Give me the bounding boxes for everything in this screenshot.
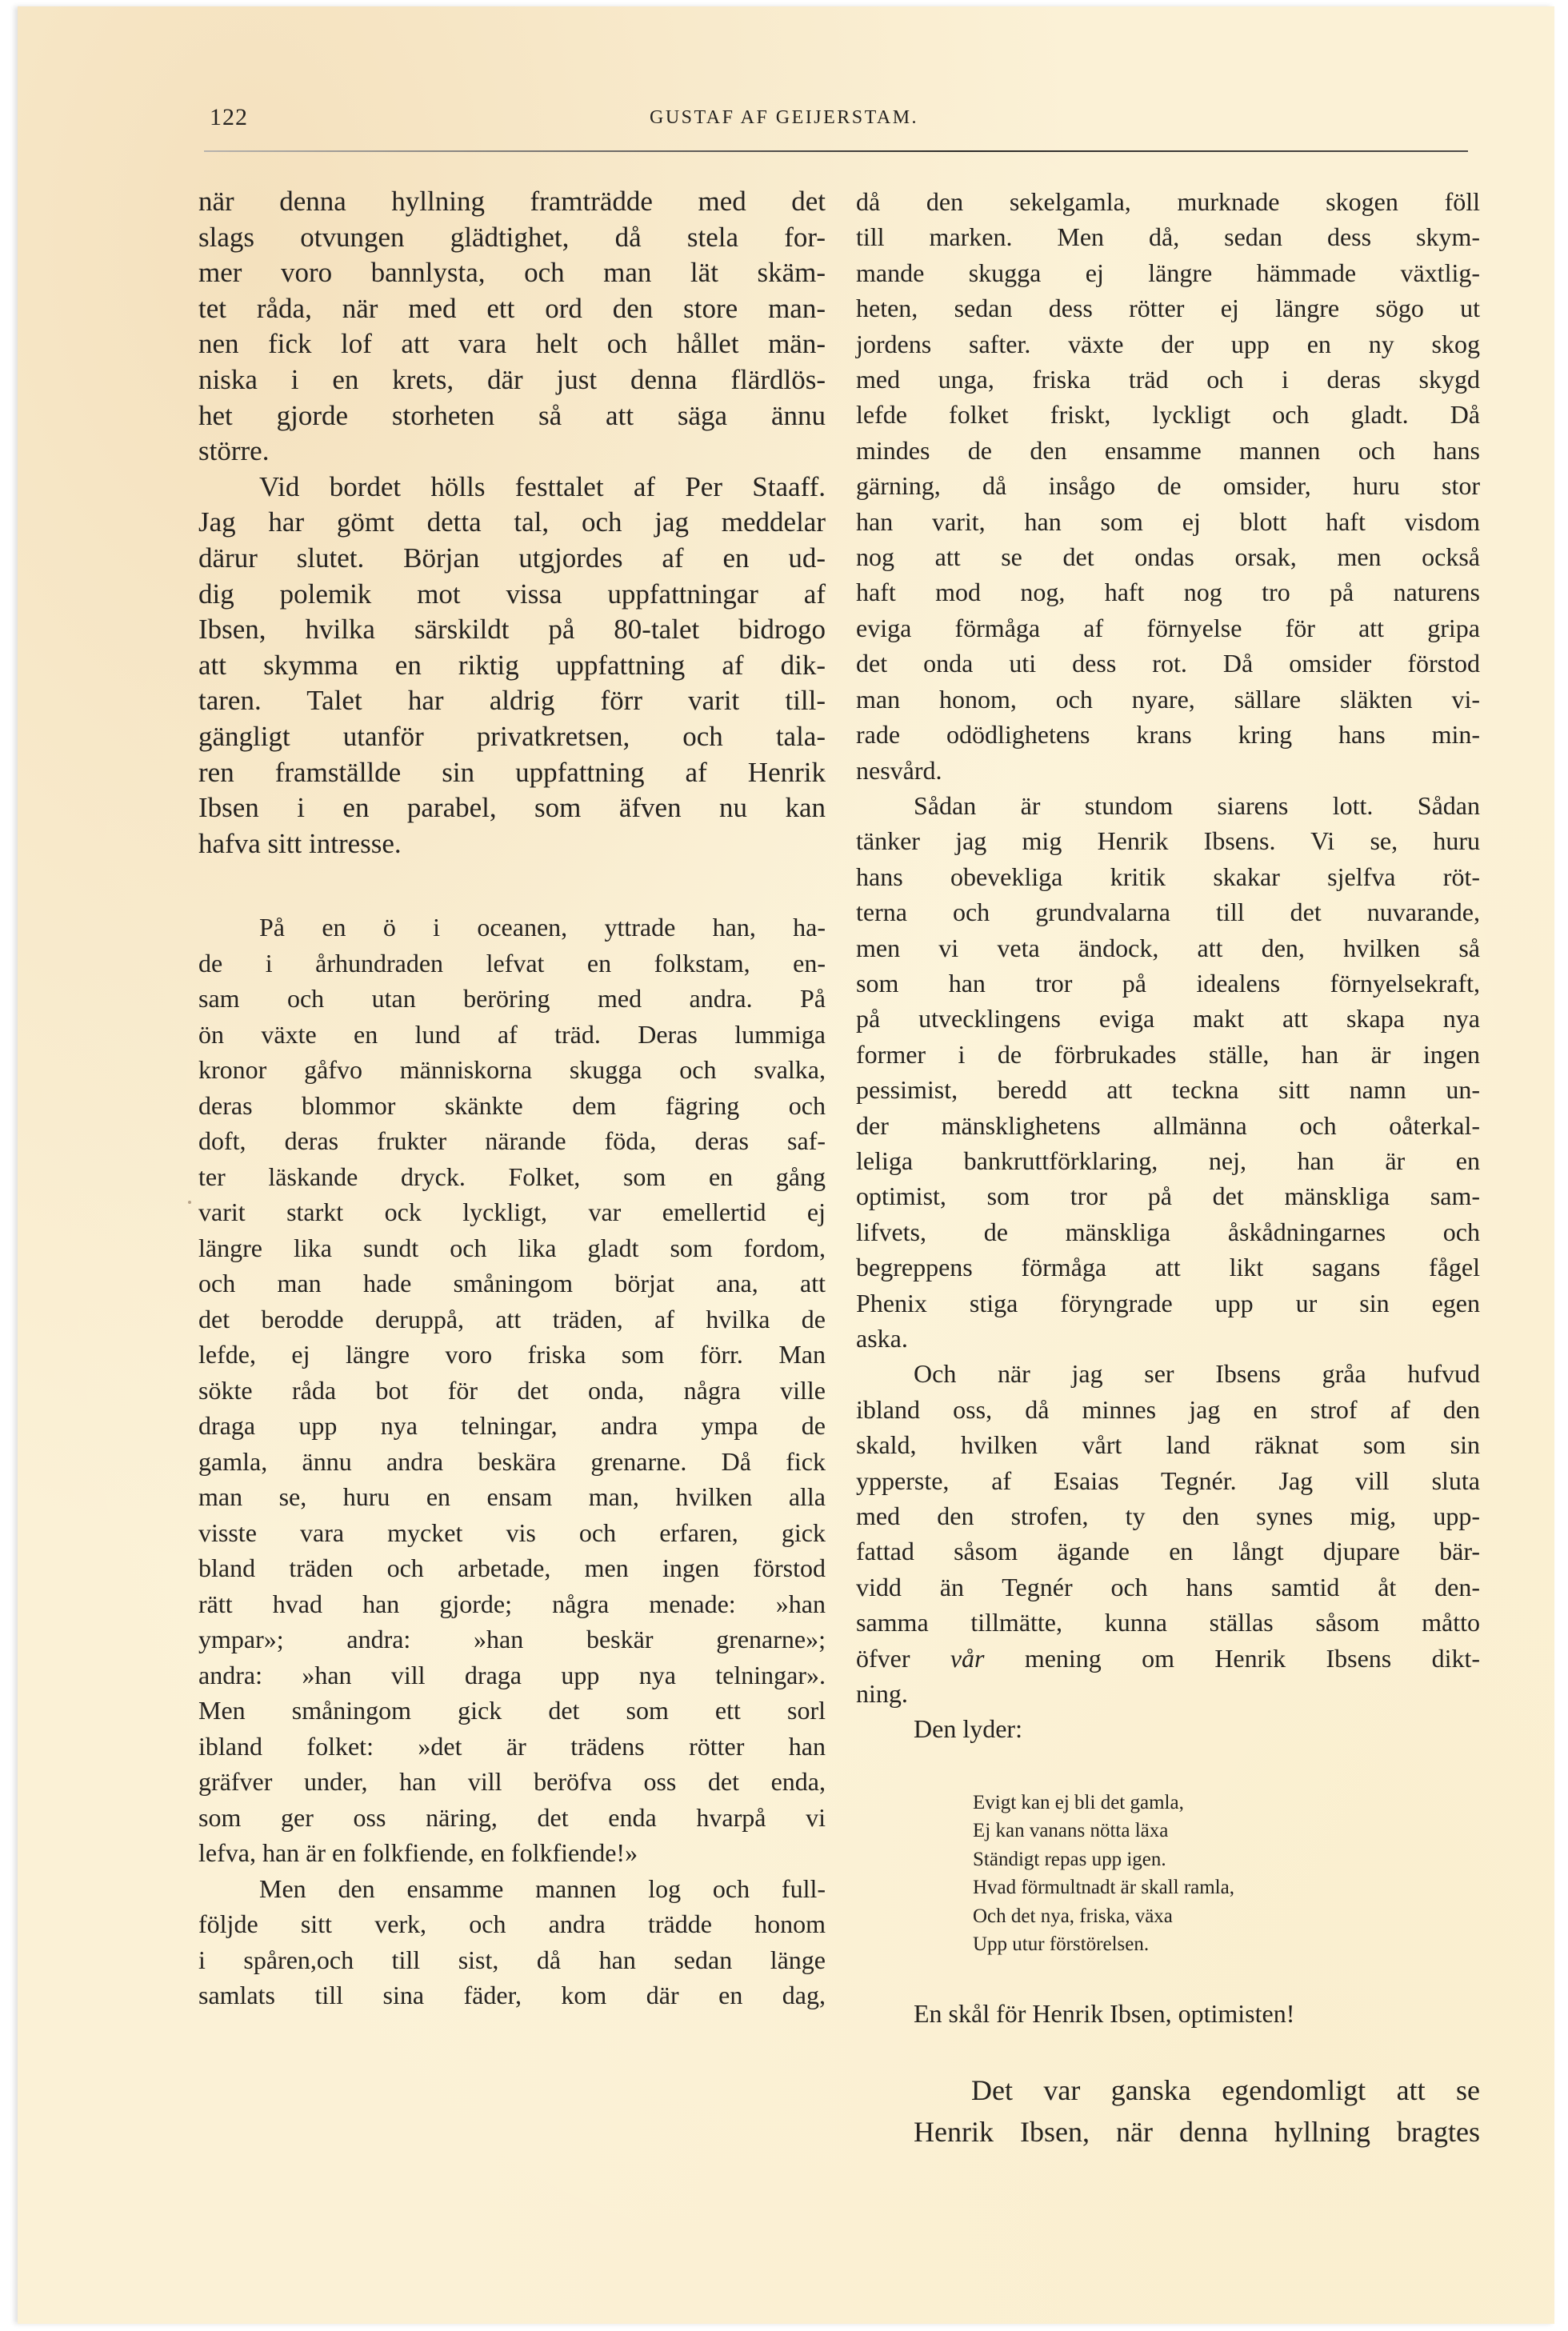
text-line: det berodde deruppå, att träden, af hvilka de [198,1304,826,1333]
verse-line: Ej kan vanans nötta läxa [973,1820,1169,1842]
text-line: att skymma en riktig uppfattning af dik- [198,649,826,681]
text-line: slags otvungen glädtighet, då stela for- [198,221,826,253]
parable-continuation [856,184,1480,788]
intro-line: Den lyder: [914,1714,1022,1744]
text-line: deras blommor skänkte dem fägring och [198,1090,826,1120]
text-line: eviga förmåga af förnyelse för att gripa [856,613,1480,642]
text-line: skald, hvilken vårt land räknat som sin [856,1430,1480,1460]
text-line: de i århundraden lefvat en folkstam, en- [198,948,826,978]
text-line: former i de förbrukades ställe, han är ingen [856,1039,1480,1069]
parable-paragraph-2 [198,1871,826,2013]
text-line: samlats till sina fäder, kom där en dag, [198,1981,826,2010]
parable-paragraph-1 [198,910,826,1871]
paragraph-sadan [856,788,1480,1357]
text-line: hans obevekliga kritik skakar sjelfva röt- [856,862,1480,891]
text-fragment: öfver [856,1643,950,1673]
text-line: samma tillmätte, kunna ställas såsom måtto [856,1608,1480,1637]
text-line: mande skugga ej längre hämmade växtlig- [856,258,1480,287]
text-line: sökte råda bot för det onda, några ville [198,1375,826,1405]
closing-paragraph [856,2069,1480,2153]
header-rule [204,150,1468,152]
text-line: rätt hvad han gjorde; några menade: »han [198,1589,826,1618]
text-line: gamla, ännu andra beskära grenarne. Då fick [198,1446,826,1476]
text-line: längre lika sundt och lika gladt som fordom, [198,1233,826,1262]
text-line: Ibsen, hvilka särskildt på 80-talet bidrogo [198,614,826,646]
text-fragment: mening om Henrik Ibsens dikt- [984,1643,1481,1673]
text-line: draga upp nya telningar, andra ympa de [198,1411,826,1441]
text-line: begreppens förmåga att likt sagans fågel [856,1253,1480,1282]
text-line: heten, sedan dess rötter ej längre sögo ut [856,294,1480,323]
text-line: hafva sitt intresse. [198,827,402,859]
text-line: då den sekelgamla, murknade skogen föll [856,187,1480,216]
running-title: GUSTAF AF GEIJERSTAM. [650,107,919,128]
text-line: ön växte en lund af träd. Deras lummiga [198,1019,826,1049]
text-line: kronor gåfvo människorna skugga och svalka, [198,1055,826,1085]
text-line: taren. Talet har aldrig förr varit till- [198,685,826,717]
text-line: man se, huru en ensam man, hvilken alla [198,1482,826,1512]
text-line: haft mod nog, haft nog tro på naturens [856,578,1480,607]
text-line: till marken. Men då, sedan dess skym- [856,222,1480,252]
left-column [198,184,826,2013]
text-line: tänker jag mig Henrik Ibsens. Vi se, huru [856,826,1480,856]
toast-line: En skål för Henrik Ibsen, optimisten! [914,1998,1295,2028]
text-line: jordens safter. växte der upp en ny skog [856,329,1480,358]
text-line: lefde folket friskt, lyckligt och gladt. Då [856,400,1480,430]
text-line: Sådan är stundom siarens lott. Sådan [914,790,1480,820]
text-line: lefde, ej längre voro friska som förr. Man [198,1340,826,1369]
paragraph-festtalet [198,470,826,862]
text-line: doft, deras frukter närande föda, deras saf- [198,1126,826,1156]
text-line: nog att se det ondas orsak, men också [856,542,1480,572]
text-line: dig polemik mot vissa uppfattningar af [198,578,826,610]
text-line: som ger oss näring, det enda hvarpå vi [198,1802,826,1832]
text-line: och man hade småningom börjat ana, att [198,1269,826,1298]
text-line: terna och grundvalarna till det nuvarande, [856,898,1480,927]
text-line: Det var ganska egendomligt att se [971,2073,1480,2106]
text-line: Jag har gömt detta tal, och jag meddelar [198,506,826,538]
line-with-italic [856,1641,1480,1676]
text-line: andra: »han vill draga upp nya telningar». [198,1660,826,1689]
text-line: ypperste, af Esaias Tegnér. Jag vill sluta [856,1465,1480,1495]
text-line: fattad såsom ägande en långt djupare bär- [856,1537,1480,1566]
verse-line: Evigt kan ej bli det gamla, [973,1791,1184,1813]
poem-stanza [973,1789,1480,1959]
text-line: optimist, som tror på det mänskliga sam- [856,1181,1480,1211]
verse-line: Och det nya, friska, växa [973,1905,1173,1927]
paragraph-final-line: ning. [856,1679,908,1709]
text-line: der mänsklighetens allmänna och oåterkal- [856,1110,1480,1140]
paragraph-tegner-lines [856,1356,1480,1640]
text-line: aska. [856,1324,908,1353]
text-line: På en ö i oceanen, yttrade han, ha- [259,913,826,942]
text-line: ibland oss, då minnes jag en strof af den [856,1394,1480,1424]
text-line: pessimist, beredd att teckna sitt namn un- [856,1075,1480,1105]
text-line: på utvecklingens eviga makt att skapa nya [856,1004,1480,1034]
text-line: Ibsen i en parabel, som äfven nu kan [198,792,826,824]
text-line: Och när jag ser Ibsens gråa hufvud [914,1359,1480,1389]
verse-line: Upp utur förstörelsen. [973,1933,1150,1956]
text-line: med unga, friska träd och i deras skygd [856,365,1480,394]
text-line: bland träden och arbetade, men ingen förstod [198,1553,826,1583]
verse-line: Hvad förmultnadt är skall ramla, [973,1877,1234,1899]
text-line: nen fick lof att vara helt och hållet män- [198,328,826,360]
text-line: gräfver under, han vill beröfva oss det enda, [198,1767,826,1797]
text-line: när denna hyllning framträdde med det [198,186,826,217]
text-line: varit starkt ock lyckligt, var emellertid ej [198,1197,826,1227]
paper-speck [188,1201,191,1204]
text-line: visste vara mycket vis och erfaren, gick [198,1517,826,1547]
text-line: het gjorde storheten så att säga ännu [198,399,826,431]
paragraph-tegner [856,1356,1480,1711]
text-line: lefva, han är en folkfiende, en folkfiende!» [198,1838,638,1868]
text-line: leliga bankruttförklaring, nej, han är en [856,1146,1480,1175]
text-line: med den strofen, ty den synes mig, upp- [856,1501,1480,1531]
text-line: ibland folket: »det är trädens rötter han [198,1731,826,1761]
text-line: större. [198,435,270,467]
text-line: lifvets, de mänskliga åskådningarnes och [856,1217,1480,1246]
text-line: ter läskande dryck. Folket, som en gång [198,1162,826,1191]
page-number: 122 [210,104,248,130]
book-page [18,6,1554,2324]
text-line: det onda uti dess rot. Då omsider förstod [856,649,1480,678]
text-line: Men den ensamme mannen log och full- [259,1873,826,1903]
text-line: därur slutet. Början utgjordes af en ud- [198,542,826,574]
text-line: gärning, då insågo de omsider, huru stor [856,471,1480,501]
text-line: han varit, han som ej blott haft visdom [856,506,1480,536]
text-line: ympar»; andra: »han beskär grenarne»; [198,1625,826,1654]
right-column [856,184,1480,2153]
text-line: följde sitt verk, och andra trädde honom [198,1909,826,1939]
text-line: ren framställde sin uppfattning af Henrik [198,756,826,788]
text-line: rade odödlighetens krans kring hans min- [856,720,1480,750]
parable-block [198,910,826,2013]
text-line: Vid bordet hölls festtalet af Per Staaff. [259,470,826,502]
text-line: Henrik Ibsen, när denna hyllning bragtes [914,2115,1480,2148]
text-line: som han tror på idealens förnyelsekraft, [856,968,1480,998]
text-line: tet råda, när med ett ord den store man- [198,292,826,324]
paragraph-hyllning [198,184,826,470]
text-line: man honom, och nyare, sällare släkten vi- [856,684,1480,714]
text-line: vidd än Tegnér och hans samtid åt den- [856,1572,1480,1601]
text-line: mindes de den ensamme mannen och hans [856,435,1480,465]
text-line: niska i en krets, där just denna flärdlös- [198,363,826,395]
text-line: nesvård. [856,755,942,785]
verse-line: Ständigt repas upp igen. [973,1848,1166,1870]
text-line: sam och utan beröring med andra. På [198,984,826,1014]
text-line: men vi veta ändock, att den, hvilken så [856,933,1480,962]
running-head [18,6,1554,166]
text-line: i spåren,och till sist, då han sedan länge [198,1945,826,1974]
text-line: Phenix stiga föryngrade upp ur sin egen [856,1288,1480,1317]
italic-word: vår [950,1643,985,1673]
text-line: Men småningom gick det som ett sorl [198,1696,826,1725]
text-line: gängligt utanför privatkretsen, och tala- [198,720,826,752]
text-line: mer voro bannlysta, och man lät skäm- [198,257,826,289]
